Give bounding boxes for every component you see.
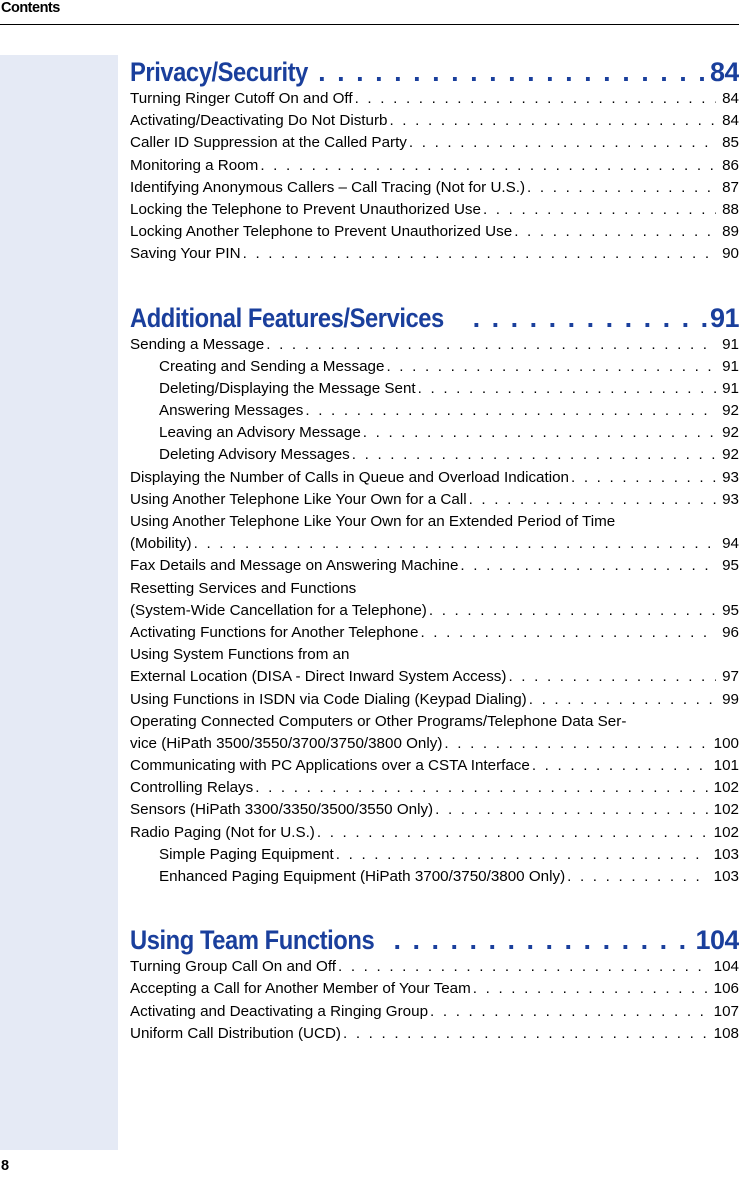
toc-entry[interactable]	[130, 777, 739, 799]
entry-title: (Mobility)	[130, 535, 192, 553]
toc-entry[interactable]	[130, 600, 739, 622]
dot-leader	[394, 925, 696, 956]
dot-leader	[467, 489, 717, 511]
entry-title: Deleting Advisory Messages	[159, 446, 350, 464]
entry-page-number: 92	[722, 446, 739, 464]
toc-entry[interactable]	[130, 755, 739, 777]
entry-title: Enhanced Paging Equipment (HiPath 3700/3750/3800 Only)	[159, 868, 566, 885]
page-header	[0, 0, 739, 26]
dot-leader	[334, 844, 708, 866]
dot-leader	[525, 177, 716, 199]
toc-subentry[interactable]	[130, 356, 739, 378]
entry-title: Caller ID Suppression at the Called Party	[130, 134, 407, 152]
toc-subentry[interactable]	[130, 400, 739, 422]
toc-entry[interactable]	[130, 155, 739, 177]
toc-entry[interactable]	[130, 578, 739, 600]
toc-entry[interactable]	[130, 1023, 739, 1045]
dot-leader	[361, 422, 716, 444]
entry-page-number: 102	[713, 823, 739, 841]
entry-page-number: 97	[722, 668, 739, 686]
dot-leader	[416, 378, 716, 400]
dot-leader	[318, 57, 710, 88]
entry-page-number: 91	[722, 335, 739, 353]
section-page-number: 104	[695, 925, 739, 956]
dot-leader	[565, 866, 708, 888]
toc-entry[interactable]	[130, 978, 739, 1000]
dot-leader	[471, 978, 708, 1000]
entry-title: (System-Wide Cancellation for a Telephone)	[130, 601, 427, 619]
dot-leader	[384, 356, 716, 378]
toc-entry[interactable]	[130, 822, 739, 844]
entry-page-number: 103	[713, 845, 739, 863]
toc-subentry[interactable]	[130, 444, 739, 466]
toc-entry[interactable]	[130, 199, 739, 221]
entry-page-number: 94	[722, 535, 739, 553]
entry-list	[130, 956, 739, 1045]
entry-title: Controlling Relays	[130, 779, 254, 797]
entry-page-number: 95	[722, 557, 739, 575]
entry-page-number: 84	[722, 112, 739, 130]
dot-leader	[341, 1023, 708, 1045]
entry-title: Turning Ringer Cutoff On and Off	[130, 90, 353, 107]
dot-leader	[353, 88, 717, 110]
dot-leader	[336, 956, 708, 978]
dot-leader	[569, 467, 716, 489]
entry-page-number: 90	[722, 245, 739, 263]
dot-leader	[481, 199, 716, 221]
entry-title: Operating Connected Computers or Other Programs/Telephone Data Ser-	[130, 712, 627, 730]
entry-list	[130, 88, 739, 266]
dot-leader	[442, 733, 707, 755]
toc-entry[interactable]	[130, 666, 739, 688]
entry-page-number: 99	[722, 690, 739, 708]
entry-title: Activating Functions for Another Telephone	[130, 623, 419, 641]
header-rule	[0, 24, 739, 25]
entry-title: Creating and Sending a Message	[159, 357, 385, 375]
dot-leader	[387, 110, 716, 132]
entry-page-number: 107	[713, 1002, 739, 1020]
entry-title: Using Another Telephone Like Your Own for an Extended Period of Time	[130, 513, 616, 530]
toc-entry[interactable]	[130, 733, 739, 755]
entry-title: External Location (DISA - Direct Inward System Access)	[130, 668, 507, 686]
dot-leader	[241, 243, 716, 265]
toc-entry[interactable]	[130, 689, 739, 711]
entry-page-number: 102	[713, 801, 739, 819]
section-title[interactable]	[130, 50, 739, 88]
toc-entry[interactable]	[130, 221, 739, 243]
dot-leader	[512, 221, 716, 243]
section-page-number: 91	[709, 302, 739, 333]
dot-leader	[192, 533, 716, 555]
section-title-text: Additional Features/Services	[130, 302, 444, 333]
toc-entry[interactable]	[130, 799, 739, 821]
toc-subentry[interactable]	[130, 844, 739, 866]
entry-page-number: 95	[722, 601, 739, 619]
section-title[interactable]	[130, 296, 739, 334]
entry-page-number: 104	[713, 958, 739, 976]
entry-title: Using Functions in ISDN via Code Dialing (Keypad Dialing)	[130, 690, 527, 708]
entry-title: Resetting Services and Functions	[130, 579, 357, 597]
entry-title: Simple Paging Equipment	[159, 845, 334, 863]
entry-page-number: 108	[713, 1024, 739, 1042]
dot-leader	[427, 600, 716, 622]
entry-page-number: 100	[713, 734, 739, 752]
toc-subentry[interactable]	[130, 866, 739, 888]
entry-page-number: 88	[722, 200, 739, 218]
entry-page-number: 86	[722, 156, 739, 174]
section-gap	[130, 888, 739, 918]
entry-title: Using Another Telephone Like Your Own for a Call	[130, 490, 467, 508]
toc-entry[interactable]	[130, 511, 739, 533]
entry-title: vice (HiPath 3500/3550/3700/3750/3800 Only)	[130, 734, 443, 752]
toc-entry[interactable]	[130, 1001, 739, 1023]
entry-page-number: 103	[713, 868, 739, 885]
toc-entry[interactable]	[130, 334, 739, 356]
section-page-number: 84	[709, 57, 739, 87]
toc-entry[interactable]	[130, 711, 739, 733]
entry-title: Locking the Telephone to Prevent Unauthorized Use	[130, 200, 481, 218]
toc-entry[interactable]	[130, 88, 739, 110]
entry-title: Radio Paging (Not for U.S.)	[130, 823, 315, 841]
table-of-contents	[130, 50, 739, 1045]
entry-title: Locking Another Telephone to Prevent Unauthorized Use	[130, 223, 513, 241]
dot-leader	[433, 799, 708, 821]
entry-title: Answering Messages	[159, 402, 304, 420]
section-gap	[130, 266, 739, 296]
toc-entry[interactable]	[130, 467, 739, 489]
entry-title: Uniform Call Distribution (UCD)	[130, 1024, 341, 1042]
toc-entry[interactable]	[130, 533, 739, 555]
dot-leader	[418, 622, 716, 644]
dot-leader	[253, 777, 707, 799]
dot-leader	[428, 1001, 708, 1023]
entry-title: Activating/Deactivating Do Not Disturb	[130, 112, 388, 130]
section-title-text: Using Team Functions	[130, 925, 375, 956]
toc-entry[interactable]	[130, 555, 739, 577]
toc-subentry[interactable]	[130, 378, 739, 400]
entry-page-number: 93	[722, 468, 739, 486]
entry-page-number: 84	[722, 90, 739, 107]
entry-page-number: 102	[713, 779, 739, 797]
entry-title: Fax Details and Message on Answering Machine	[130, 557, 459, 575]
entry-title: Using System Functions from an	[130, 646, 350, 664]
toc-entry[interactable]	[130, 177, 739, 199]
sidebar-band	[0, 55, 118, 1150]
toc-subentry[interactable]	[130, 422, 739, 444]
section-title[interactable]	[130, 918, 739, 956]
entry-title: Leaving an Advisory Message	[159, 424, 361, 442]
entry-title: Saving Your PIN	[130, 245, 241, 263]
dot-leader	[530, 755, 708, 777]
entry-page-number: 91	[722, 379, 739, 397]
dot-leader	[315, 822, 708, 844]
entry-page-number: 92	[722, 424, 739, 442]
dot-leader	[350, 444, 716, 466]
dot-leader	[303, 400, 716, 422]
dot-leader	[527, 689, 716, 711]
entry-title: Accepting a Call for Another Member of Your Team	[130, 980, 471, 998]
dot-leader	[458, 555, 716, 577]
toc-entry[interactable]	[130, 644, 739, 666]
entry-page-number: 92	[722, 402, 739, 420]
entry-title: Monitoring a Room	[130, 156, 259, 174]
toc-entry[interactable]	[130, 132, 739, 154]
entry-title: Sending a Message	[130, 335, 265, 353]
dot-leader	[506, 666, 716, 688]
entry-title: Displaying the Number of Calls in Queue and Overload Indication	[130, 468, 569, 486]
dot-leader	[258, 155, 716, 177]
entry-page-number: 87	[722, 178, 739, 196]
entry-page-number: 93	[722, 490, 739, 508]
toc-entry[interactable]	[130, 243, 739, 265]
dot-leader	[264, 334, 716, 356]
toc-entry[interactable]	[130, 956, 739, 978]
entry-page-number: 89	[722, 223, 739, 241]
toc-entry[interactable]	[130, 110, 739, 132]
entry-page-number: 96	[722, 623, 739, 641]
dot-leader	[473, 303, 710, 334]
toc-entry[interactable]	[130, 489, 739, 511]
entry-title: Turning Group Call On and Off	[130, 958, 336, 976]
entry-page-number: 101	[713, 757, 739, 775]
entry-title: Identifying Anonymous Callers – Call Tracing (Not for U.S.)	[130, 178, 526, 196]
toc-entry[interactable]	[130, 622, 739, 644]
entry-title: Communicating with PC Applications over a CSTA Interface	[130, 757, 530, 775]
page-number: 8	[1, 1158, 10, 1174]
dot-leader	[407, 132, 716, 154]
entry-list	[130, 334, 739, 889]
entry-page-number: 85	[722, 134, 739, 152]
entry-title: Activating and Deactivating a Ringing Group	[130, 1002, 429, 1020]
entry-title: Deleting/Displaying the Message Sent	[159, 379, 416, 397]
entry-page-number: 91	[722, 357, 739, 375]
header-title: Contents	[1, 0, 60, 16]
section-title-text: Privacy/Security	[130, 57, 308, 87]
entry-page-number: 106	[713, 980, 739, 998]
entry-title: Sensors (HiPath 3300/3350/3500/3550 Only)	[130, 801, 434, 819]
